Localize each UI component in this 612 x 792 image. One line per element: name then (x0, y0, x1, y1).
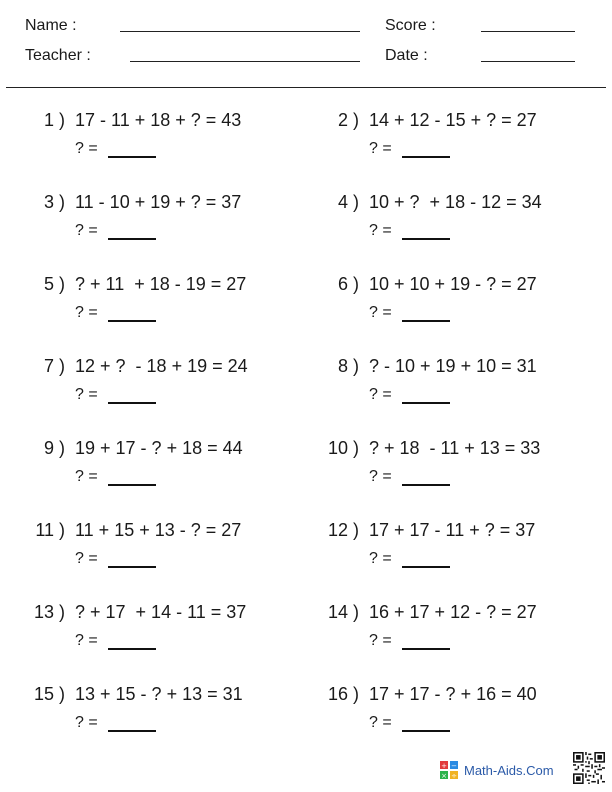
problem-paren: ) (353, 602, 359, 622)
equation: ? + 18 - 11 + 13 = 33 (369, 438, 541, 458)
problem-number: 5 (43, 274, 54, 294)
equation: 16 + 17 + 12 - ? = 27 (369, 602, 537, 622)
score-label: Score : (385, 17, 436, 34)
problem-4 (306, 192, 596, 252)
answer-label: ? = (75, 468, 98, 485)
teacher-label: Teacher : (25, 47, 91, 64)
problem-number: 1 (43, 110, 54, 130)
answer-blank[interactable] (108, 484, 156, 486)
equation: 17 + 17 - ? + 16 = 40 (369, 684, 537, 704)
problem-number: 14 (327, 602, 348, 622)
answer-blank[interactable] (402, 320, 450, 322)
equation: 14 + 12 - 15 + ? = 27 (369, 110, 537, 130)
answer-blank[interactable] (402, 238, 450, 240)
name-label: Name : (25, 17, 77, 34)
problem-number: 10 (327, 438, 348, 458)
equation: 13 + 15 - ? + 13 = 31 (75, 684, 243, 704)
problem-paren: ) (59, 192, 65, 212)
equation: 10 + ? + 18 - 12 = 34 (369, 192, 542, 212)
problem-paren: ) (59, 684, 65, 704)
svg-text:÷: ÷ (451, 772, 457, 780)
answer-label: ? = (369, 550, 392, 567)
problem-paren: ) (59, 274, 65, 294)
problem-paren: ) (59, 110, 65, 130)
problem-11 (12, 520, 302, 580)
problem-number: 15 (33, 684, 54, 704)
equation: 11 + 15 + 13 - ? = 27 (75, 520, 242, 540)
svg-text:+: + (441, 762, 447, 770)
problem-5 (12, 274, 302, 334)
problem-number: 2 (337, 110, 348, 130)
date-line[interactable] (481, 61, 575, 62)
answer-label: ? = (75, 140, 98, 157)
answer-label: ? = (369, 304, 392, 321)
problem-15 (12, 684, 302, 744)
problem-13 (12, 602, 302, 662)
equation: 17 - 11 + 18 + ? = 43 (75, 110, 242, 130)
problem-paren: ) (353, 192, 359, 212)
score-line[interactable] (481, 31, 575, 32)
answer-label: ? = (75, 550, 98, 567)
problem-paren: ) (353, 438, 359, 458)
problem-number: 9 (43, 438, 54, 458)
answer-blank[interactable] (402, 648, 450, 650)
answer-blank[interactable] (108, 320, 156, 322)
answer-blank[interactable] (402, 566, 450, 568)
problem-6 (306, 274, 596, 334)
teacher-line[interactable] (130, 61, 360, 62)
answer-label: ? = (369, 140, 392, 157)
problem-number: 11 (35, 520, 54, 540)
answer-label: ? = (369, 632, 392, 649)
equation: 10 + 10 + 19 - ? = 27 (369, 274, 537, 294)
problem-number: 13 (33, 602, 54, 622)
answer-blank[interactable] (108, 238, 156, 240)
problem-paren: ) (353, 356, 359, 376)
svg-text:−: − (451, 762, 457, 770)
problem-paren: ) (59, 602, 65, 622)
answer-label: ? = (75, 222, 98, 239)
answer-blank[interactable] (108, 402, 156, 404)
answer-label: ? = (75, 304, 98, 321)
problem-12 (306, 520, 596, 580)
problem-paren: ) (59, 520, 65, 540)
problem-16 (306, 684, 596, 744)
problem-paren: ) (353, 520, 359, 540)
problem-number: 3 (43, 192, 54, 212)
equation: 19 + 17 - ? + 18 = 44 (75, 438, 243, 458)
answer-blank[interactable] (402, 484, 450, 486)
answer-blank[interactable] (108, 566, 156, 568)
problem-number: 7 (43, 356, 54, 376)
problem-number: 4 (337, 192, 348, 212)
problem-number: 16 (327, 684, 348, 704)
problem-7 (12, 356, 302, 416)
equation: ? + 17 + 14 - 11 = 37 (75, 602, 247, 622)
problem-10 (306, 438, 596, 498)
problem-paren: ) (59, 438, 65, 458)
answer-blank[interactable] (108, 156, 156, 158)
equation: ? - 10 + 19 + 10 = 31 (369, 356, 537, 376)
problem-14 (306, 602, 596, 662)
answer-blank[interactable] (108, 730, 156, 732)
answer-label: ? = (75, 714, 98, 731)
problem-8 (306, 356, 596, 416)
answer-label: ? = (369, 468, 392, 485)
problem-3 (12, 192, 302, 252)
calculator-icon (439, 760, 459, 780)
date-label: Date : (385, 47, 428, 64)
answer-label: ? = (75, 386, 98, 403)
problem-1 (12, 110, 302, 170)
header-divider (6, 87, 606, 88)
answer-label: ? = (369, 386, 392, 403)
equation: 17 + 17 - 11 + ? = 37 (369, 520, 536, 540)
problem-number: 6 (337, 274, 348, 294)
answer-blank[interactable] (108, 648, 156, 650)
site-link[interactable]: Math-Aids.Com (464, 763, 554, 778)
problem-paren: ) (353, 110, 359, 130)
answer-blank[interactable] (402, 402, 450, 404)
name-line[interactable] (120, 31, 360, 32)
problem-9 (12, 438, 302, 498)
answer-blank[interactable] (402, 730, 450, 732)
qr-code-icon (573, 752, 605, 784)
problem-paren: ) (59, 356, 65, 376)
problem-paren: ) (353, 274, 359, 294)
answer-blank[interactable] (402, 156, 450, 158)
equation: 12 + ? - 18 + 19 = 24 (75, 356, 248, 376)
answer-label: ? = (369, 222, 392, 239)
equation: 11 - 10 + 19 + ? = 37 (75, 192, 242, 212)
problem-number: 12 (327, 520, 348, 540)
svg-text:×: × (441, 772, 447, 780)
problem-2 (306, 110, 596, 170)
answer-label: ? = (75, 632, 98, 649)
problem-number: 8 (337, 356, 348, 376)
answer-label: ? = (369, 714, 392, 731)
problem-paren: ) (353, 684, 359, 704)
equation: ? + 11 + 18 - 19 = 27 (75, 274, 247, 294)
